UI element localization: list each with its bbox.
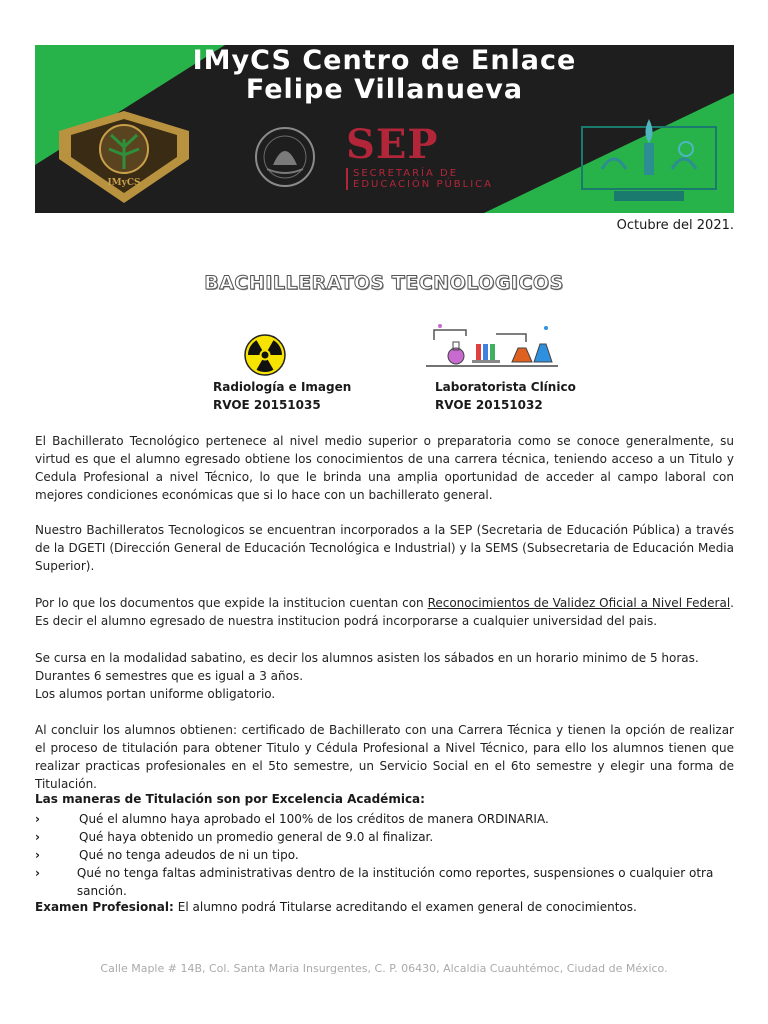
paragraph-schedule	[35, 649, 734, 703]
header-banner	[35, 45, 734, 213]
sep-subtitle-line2: EDUCACIÓN PÚBLICA	[353, 179, 494, 190]
list-item-text: Qué no tenga faltas administrativas dentro de la institución como reportes, suspensiones o cualquier otra sanción.	[76, 866, 714, 898]
program-rvoe: RVOE 20151032	[435, 398, 543, 412]
imycs-shield-logo	[49, 109, 199, 205]
validity-highlight: Reconocimientos de Validez Oficial a Nivel Federal	[427, 596, 731, 610]
footer-address: Calle Maple # 14B, Col. Santa Maria Insurgentes, C. P. 06430, Alcaldia Cuauhtémoc, Ciudad de México.	[100, 962, 668, 975]
titulation-heading: Las maneras de Titulación son por Excelencia Académica:	[35, 792, 425, 806]
page-title: BACHILLERATOS TECNOLOGICOS	[204, 272, 564, 294]
mexico-seal-logo	[237, 125, 333, 189]
document-date: Octubre del 2021.	[616, 218, 734, 233]
validity-text-after: . Es decir el alumno egresado de nuestra institucion podrá incorporarse a cualquier universidad del pais.	[35, 596, 734, 628]
exam-text: El alumno podrá Titularse acreditando el examen general de conocimientos.	[177, 900, 637, 914]
schedule-line: Se cursa en la modalidad sabatino, es decir los alumnos asisten los sábados en un horario minimo de 5 horas.	[35, 651, 699, 665]
list-item-text: Qué el alumno haya aprobado el 100% de los créditos de manera ORDINARIA.	[79, 812, 549, 826]
list-item	[35, 810, 734, 828]
program-radiologia	[213, 378, 351, 414]
sep-subtitle-line1: SECRETARÍA DE	[353, 168, 459, 179]
exam-label: Examen Profesional:	[35, 900, 174, 914]
bullet-icon: ›	[35, 812, 40, 826]
program-laboratorista	[435, 378, 576, 414]
sep-logo	[346, 121, 546, 195]
list-item-text: Qué haya obtenido un promedio general de 9.0 al finalizar.	[79, 830, 434, 844]
bullet-icon: ›	[35, 848, 40, 862]
header-title-line1: IMyCS Centro de Enlace	[192, 45, 577, 76]
program-name: Laboratorista Clínico	[435, 380, 576, 394]
paragraph-incorporation: Nuestro Bachilleratos Tecnologicos se encuentran incorporados a la SEP (Secretaria de Educación Pública) a través de la DGETI (Dirección General de Educación Tecnológica e Industrial) y la SEMS (Subsecretaria de Educación Media Superior).	[35, 523, 734, 573]
exam-paragraph	[35, 900, 637, 914]
validity-text-before: Por lo que los documentos que expide la institucion cuentan con	[35, 596, 428, 610]
list-item	[35, 864, 734, 900]
program-name: Radiología e Imagen	[213, 380, 352, 394]
radiation-icon	[244, 334, 286, 376]
list-item-text: Qué no tenga adeudos de ni un tipo.	[79, 848, 299, 862]
header-title-line2: Felipe Villanueva	[245, 74, 524, 105]
paragraph-conclusion: Al concluir los alumnos obtienen: certificado de Bachillerato con una Carrera Técnica y tienen la opción de realizar el proceso de titulación para obtener Titulo y Cédula Profesional a Nivel Técnico, para ello los alumnos tienen que realizar practicas profesionales en el 5to semestre, un Servicio Social en el 6to semestre y elegir una forma de Titulación.	[35, 723, 734, 791]
titulation-list	[35, 810, 734, 900]
bullet-icon: ›	[35, 830, 40, 844]
paragraph-validity	[35, 594, 734, 630]
sep-name: SEP	[346, 121, 439, 168]
paragraph-intro: El Bachillerato Tecnológico pertenece al nivel medio superior o preparatoria como se conoce generalmente, su virtud es que el alumno egresado obtiene los conocimientos de una carrera técnica, teniendo acceso a un Titulo y Cedula Profesional a nivel Técnico, lo que le brinda una amplia oportunidad de acceder al campo laboral con mejores condiciones económicas que si lo hace con un bachillerato general.	[35, 434, 734, 502]
sep-subtitle	[346, 168, 546, 190]
schedule-line: Durantes 6 semestres que es igual a 3 años.	[35, 669, 304, 683]
schedule-line: Los alumos portan uniforme obligatorio.	[35, 687, 276, 701]
list-item	[35, 828, 734, 846]
lab-equipment-icon	[426, 322, 558, 370]
list-item	[35, 846, 734, 864]
svg-text:IMyCS: IMyCS	[107, 178, 141, 188]
bullet-icon: ›	[35, 866, 40, 880]
torch-logo	[574, 109, 724, 209]
program-rvoe: RVOE 20151035	[213, 398, 321, 412]
